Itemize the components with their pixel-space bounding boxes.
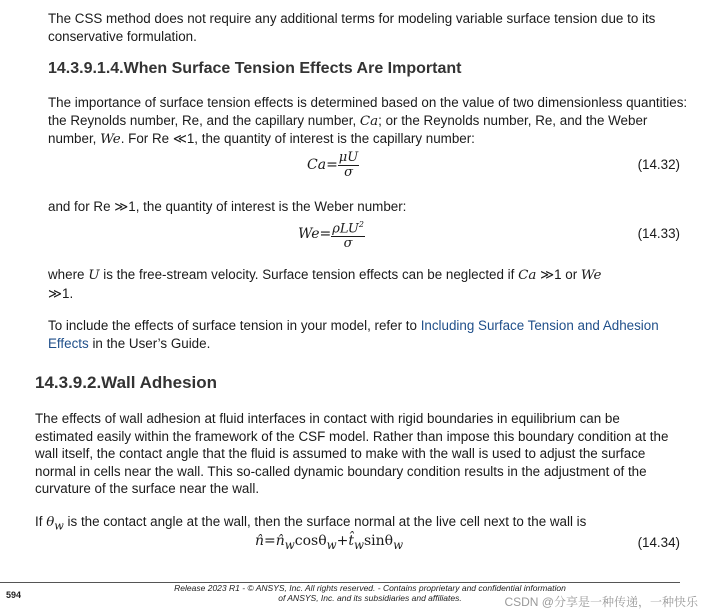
page-number: 594 — [6, 590, 22, 600]
fraction: $\frac{\mu U}{\sigma}$ — [338, 150, 359, 180]
footer-copyright: Release 2023 R1 - © ANSYS, Inc. All rights reserved. - Contains proprietary and confidential information of ANSYS, Inc. and its subsidiaries and affiliates. — [174, 583, 566, 603]
section-heading-surface-tension — [48, 60, 461, 78]
equation-surface-normal: $n̂=n̂_w\cos\theta_w+t̂_w\sin\theta_w$ — [255, 533, 404, 552]
equation-number: (14.34) — [637, 535, 680, 550]
contact-angle-paragraph: If $\theta_w$ is the contact angle at the wall, then the surface normal at the live cell next to the wall is — [35, 514, 587, 533]
intro-paragraph: The CSS method does not require any additional terms for modeling variable surface tension due to its conservative formulation. — [48, 11, 656, 44]
section-heading-wall-adhesion — [35, 373, 217, 393]
equation-number: (14.33) — [637, 226, 680, 241]
watermark: CSDN @分享是一种传递，一种快乐 — [504, 595, 698, 609]
adhesion-paragraph: The effects of wall adhesion at fluid interfaces in contact with rigid boundaries in equilibrium can be estimated easily within the framework of the CSF model. Rather than impose this boundary condition at the wall itself, the contact angle that the fluid is assumed to make with the wall is used to adjust the surface normal in cells near the wall. This so-called dynamic boundary condition results in the adjustment of the curvature of the surface near the wall. — [35, 411, 669, 496]
section-title: When Surface Tension Effects Are Important — [123, 60, 462, 77]
equation-weber-number: We= $\frac{\rho LU^2}{\sigma}$ — [298, 217, 365, 251]
section-number: 14.3.9.2. — [35, 373, 102, 392]
fraction: $\frac{\rho LU^2}{\sigma}$ — [331, 217, 365, 251]
equation-capillary-number: Ca= $\frac{\mu U}{\sigma}$ — [307, 150, 359, 180]
importance-paragraph: The importance of surface tension effects is determined based on the value of two dimensionless quantities: the Reynolds number, Re, and the capillary number, Ca; or the Reynolds number, Re, and the Weber number, We. For Re ≪1, the quantity of interest is the capillary number: — [48, 95, 688, 147]
user-guide-link[interactable]: Including Surface Tension and Adhesion Effects — [48, 318, 659, 351]
section-number: 14.3.9.1.4. — [48, 60, 124, 77]
include-paragraph: To include the effects of surface tension in your model, refer to Including Surface Tension and Adhesion Effects in the User’s Guide. — [48, 318, 659, 351]
where-paragraph: where U is the free-stream velocity. Surface tension effects can be neglected if Ca ≫1 or We ≫1. — [48, 267, 602, 301]
equation-number: (14.32) — [637, 157, 680, 172]
section-title: Wall Adhesion — [101, 373, 218, 392]
weber-paragraph: and for Re ≫1, the quantity of interest is the Weber number: — [48, 199, 407, 214]
